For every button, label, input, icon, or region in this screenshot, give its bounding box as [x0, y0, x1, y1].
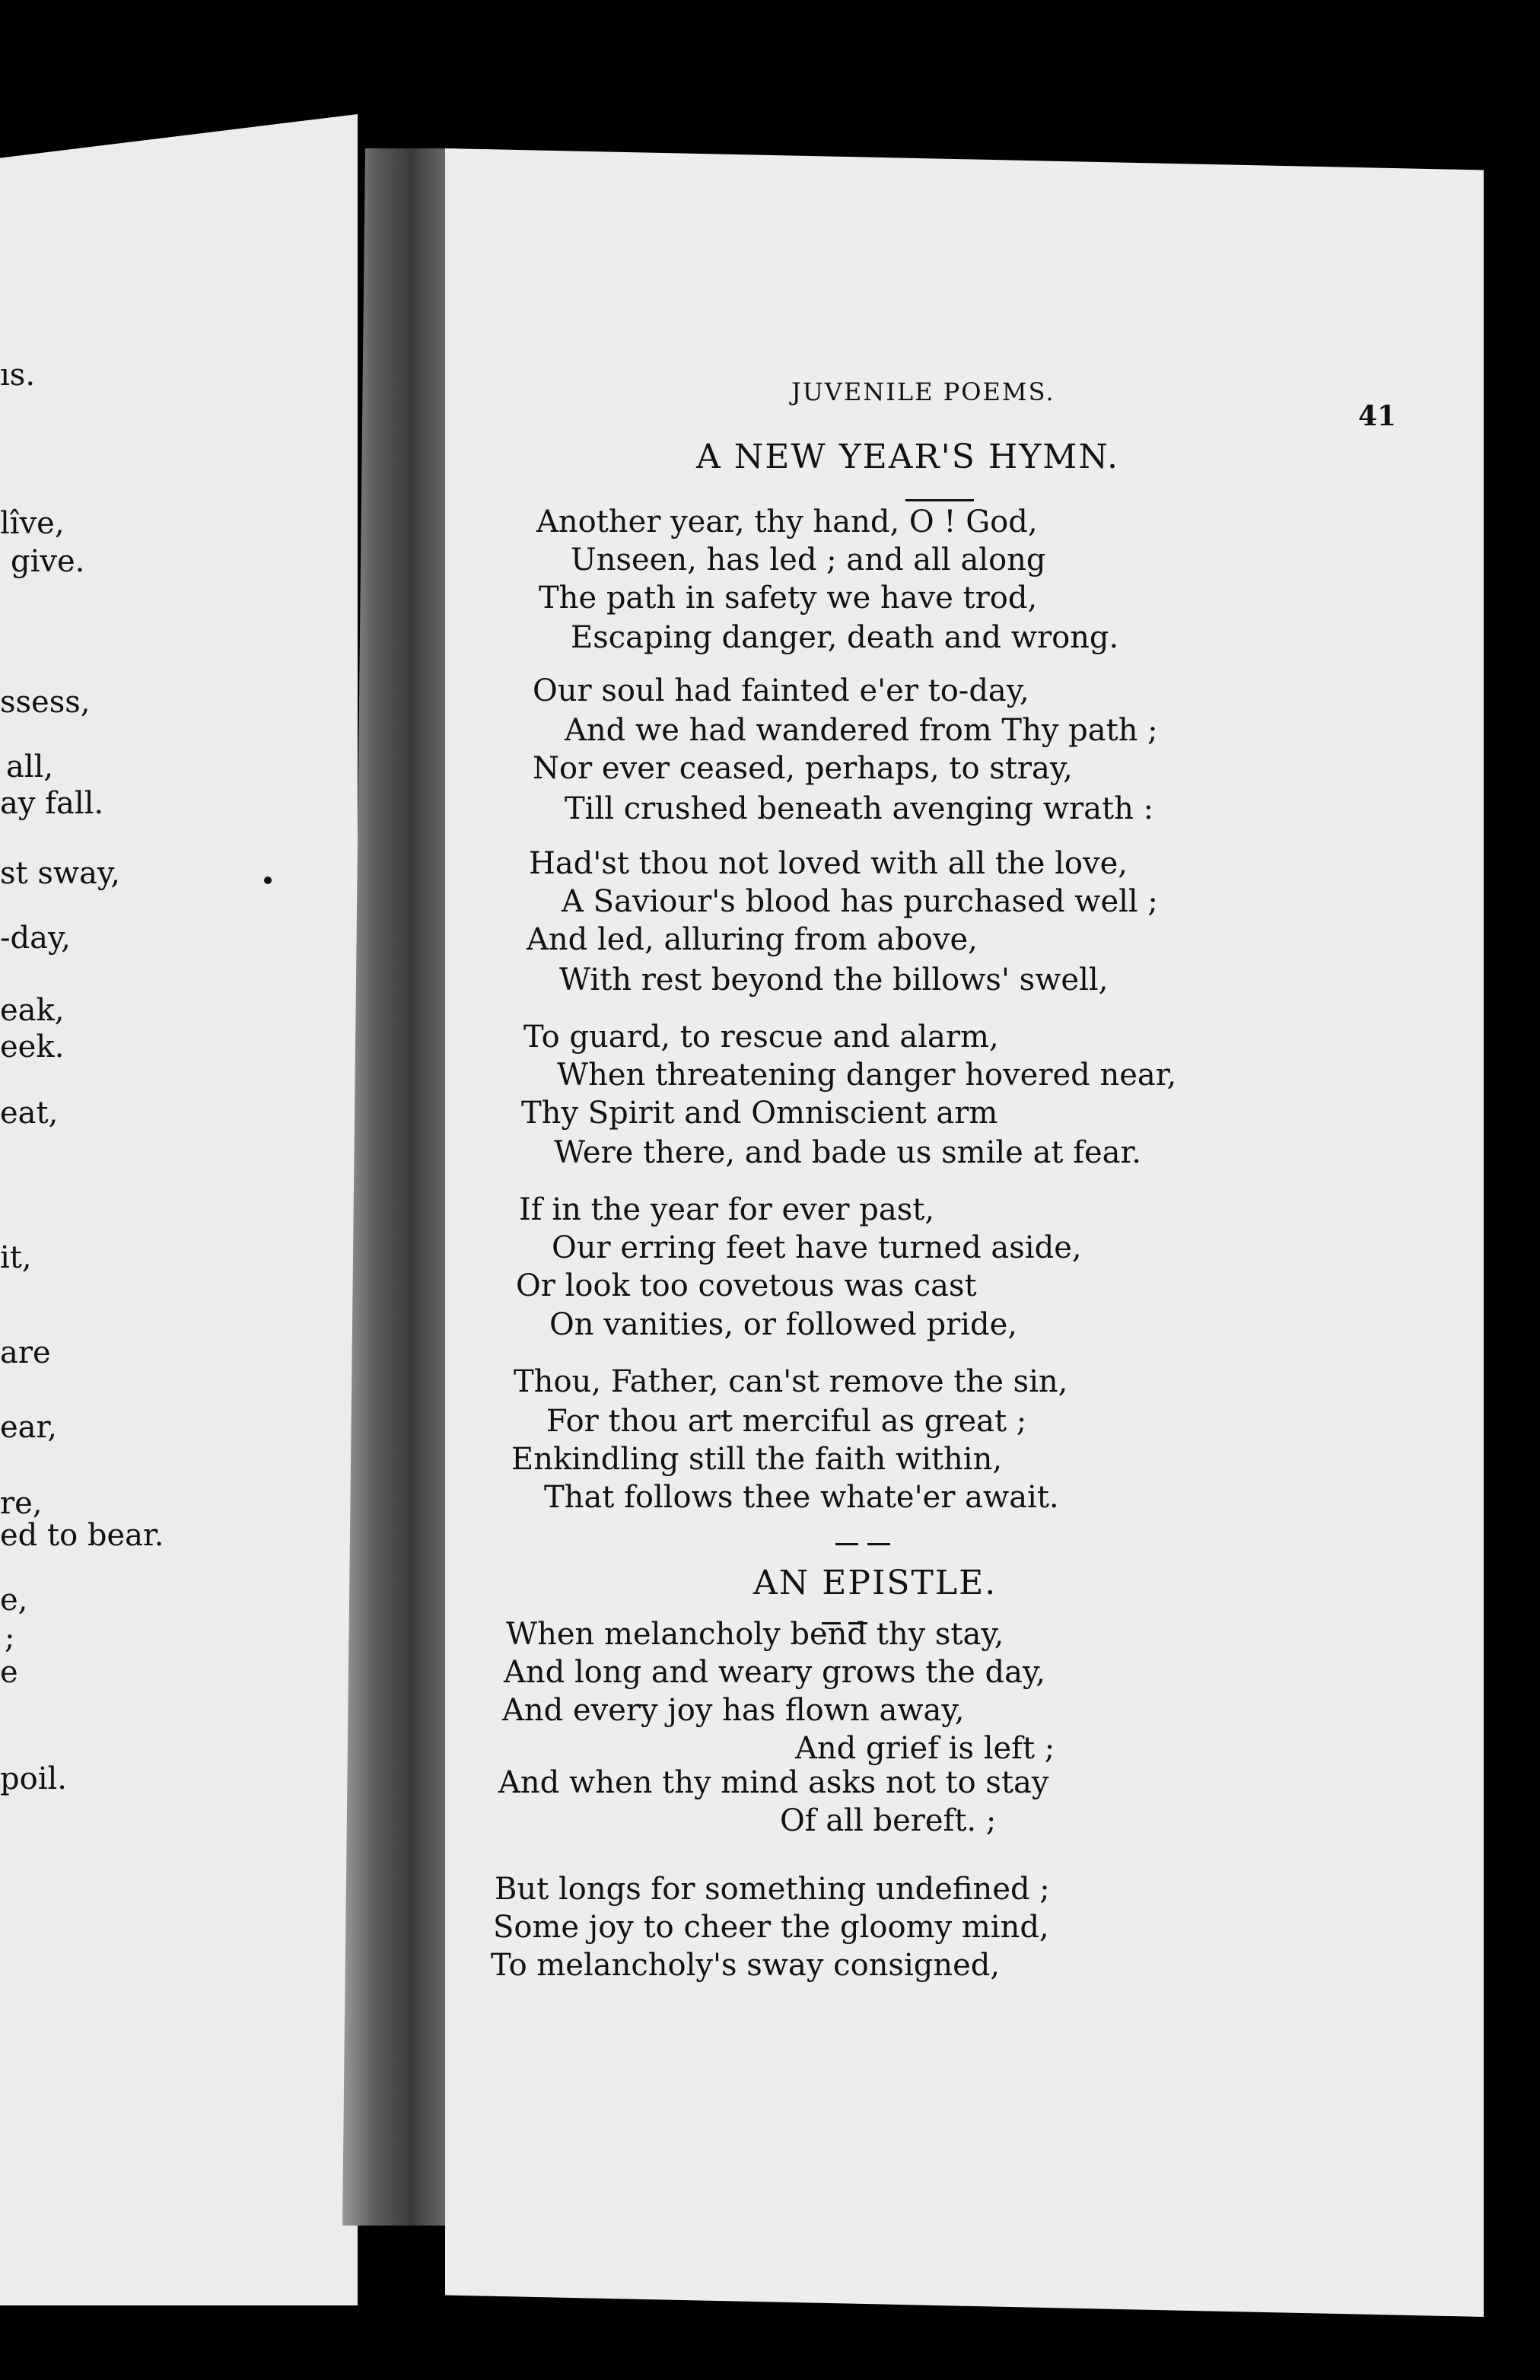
left-page [0, 114, 358, 2305]
poem-line: Thou, Father, can'st remove the sin, [514, 1364, 1068, 1399]
left-fragment: ay fall. [0, 786, 104, 821]
poem-line: Our erring feet have turned aside, [552, 1230, 1082, 1265]
poem-line: And led, alluring from above, [527, 922, 978, 957]
poem-line: For thou art merciful as great ; [546, 1404, 1027, 1439]
page-number: 41 [1358, 400, 1397, 432]
left-fragment: all, [6, 749, 54, 784]
left-fragment: eek. [0, 1029, 65, 1064]
poem-line: Escaping danger, death and wrong. [571, 620, 1119, 655]
poem-line: When threatening danger hovered near, [557, 1058, 1177, 1093]
left-fragment: ear, [0, 1410, 57, 1445]
poem-line: And every joy has flown away, [502, 1693, 965, 1728]
left-fragment: e, [0, 1583, 28, 1618]
left-fragment: lîve, [0, 506, 65, 541]
left-fragment: poil. [0, 1761, 67, 1796]
left-fragment: are [0, 1335, 51, 1370]
poem-line: And long and weary grows the day, [504, 1655, 1046, 1690]
epistle-title: AN EPISTLE. [753, 1564, 998, 1602]
left-fragment: eat, [0, 1096, 59, 1131]
poem-line: With rest beyond the billows' swell, [559, 963, 1109, 998]
poem-line: On vanities, or followed pride, [549, 1307, 1017, 1342]
poem-line: And we had wandered from Thy path ; [565, 713, 1158, 748]
left-fragment: give. [11, 544, 85, 579]
section-rule [867, 1543, 890, 1545]
poem-line: Or look too covetous was cast [516, 1268, 977, 1303]
poem-line: Our soul had fainted e'er to-day, [533, 673, 1029, 708]
left-fragment: re, [0, 1486, 43, 1521]
poem-line: That follows thee whate'er await. [544, 1480, 1059, 1515]
poem-line: Till crushed beneath avenging wrath : [565, 791, 1154, 826]
running-head: JUVENILE POEMS. [791, 377, 1055, 406]
left-fragment: ; [5, 1621, 15, 1656]
left-fragment: eak, [0, 993, 65, 1028]
poem-line: And grief is left ; [795, 1731, 1055, 1766]
book-gutter [342, 148, 457, 2226]
hymn-title: A NEW YEAR'S HYMN. [696, 438, 1120, 476]
left-fragment: ssess, [0, 685, 91, 720]
poem-line: To melancholy's sway consigned, [491, 1948, 1001, 1983]
poem-line: Enkindling still the faith within, [511, 1442, 1003, 1477]
poem-line: Another year, thy hand, O ! God, [536, 504, 1038, 539]
poem-line: Some joy to cheer the gloomy mind, [493, 1910, 1049, 1945]
left-fragment: st sway, [0, 856, 120, 891]
left-fragment: e [0, 1655, 18, 1690]
poem-line: Thy Spirit and Omniscient arm [521, 1096, 998, 1131]
section-rule [835, 1543, 858, 1545]
poem-line: Were there, and bade us smile at fear. [554, 1135, 1141, 1170]
left-fragment: ıs. [0, 358, 36, 393]
left-fragment: it, [0, 1240, 32, 1275]
poem-line: The path in safety we have trod, [539, 581, 1038, 616]
poem-line: When melancholy bend thy stay, [506, 1617, 1004, 1652]
poem-line: To guard, to rescue and alarm, [523, 1020, 999, 1055]
poem-line: Had'st thou not loved with all the love, [529, 846, 1128, 881]
poem-line: Nor ever ceased, perhaps, to stray, [533, 751, 1073, 786]
poem-line: If in the year for ever past, [519, 1192, 935, 1227]
poem-line: Unseen, has led ; and all along [571, 542, 1046, 578]
poem-line: A Saviour's blood has purchased well ; [562, 884, 1158, 919]
poem-line: And when thy mind asks not to stay [498, 1765, 1049, 1800]
poem-line: But longs for something undefined ; [495, 1872, 1050, 1907]
left-fragment: -day, [0, 921, 71, 956]
title-rule [905, 499, 974, 501]
left-fragment: ed to bear. [0, 1518, 164, 1553]
poem-line: Of all bereft. ; [780, 1803, 997, 1838]
ink-speck [264, 877, 272, 884]
